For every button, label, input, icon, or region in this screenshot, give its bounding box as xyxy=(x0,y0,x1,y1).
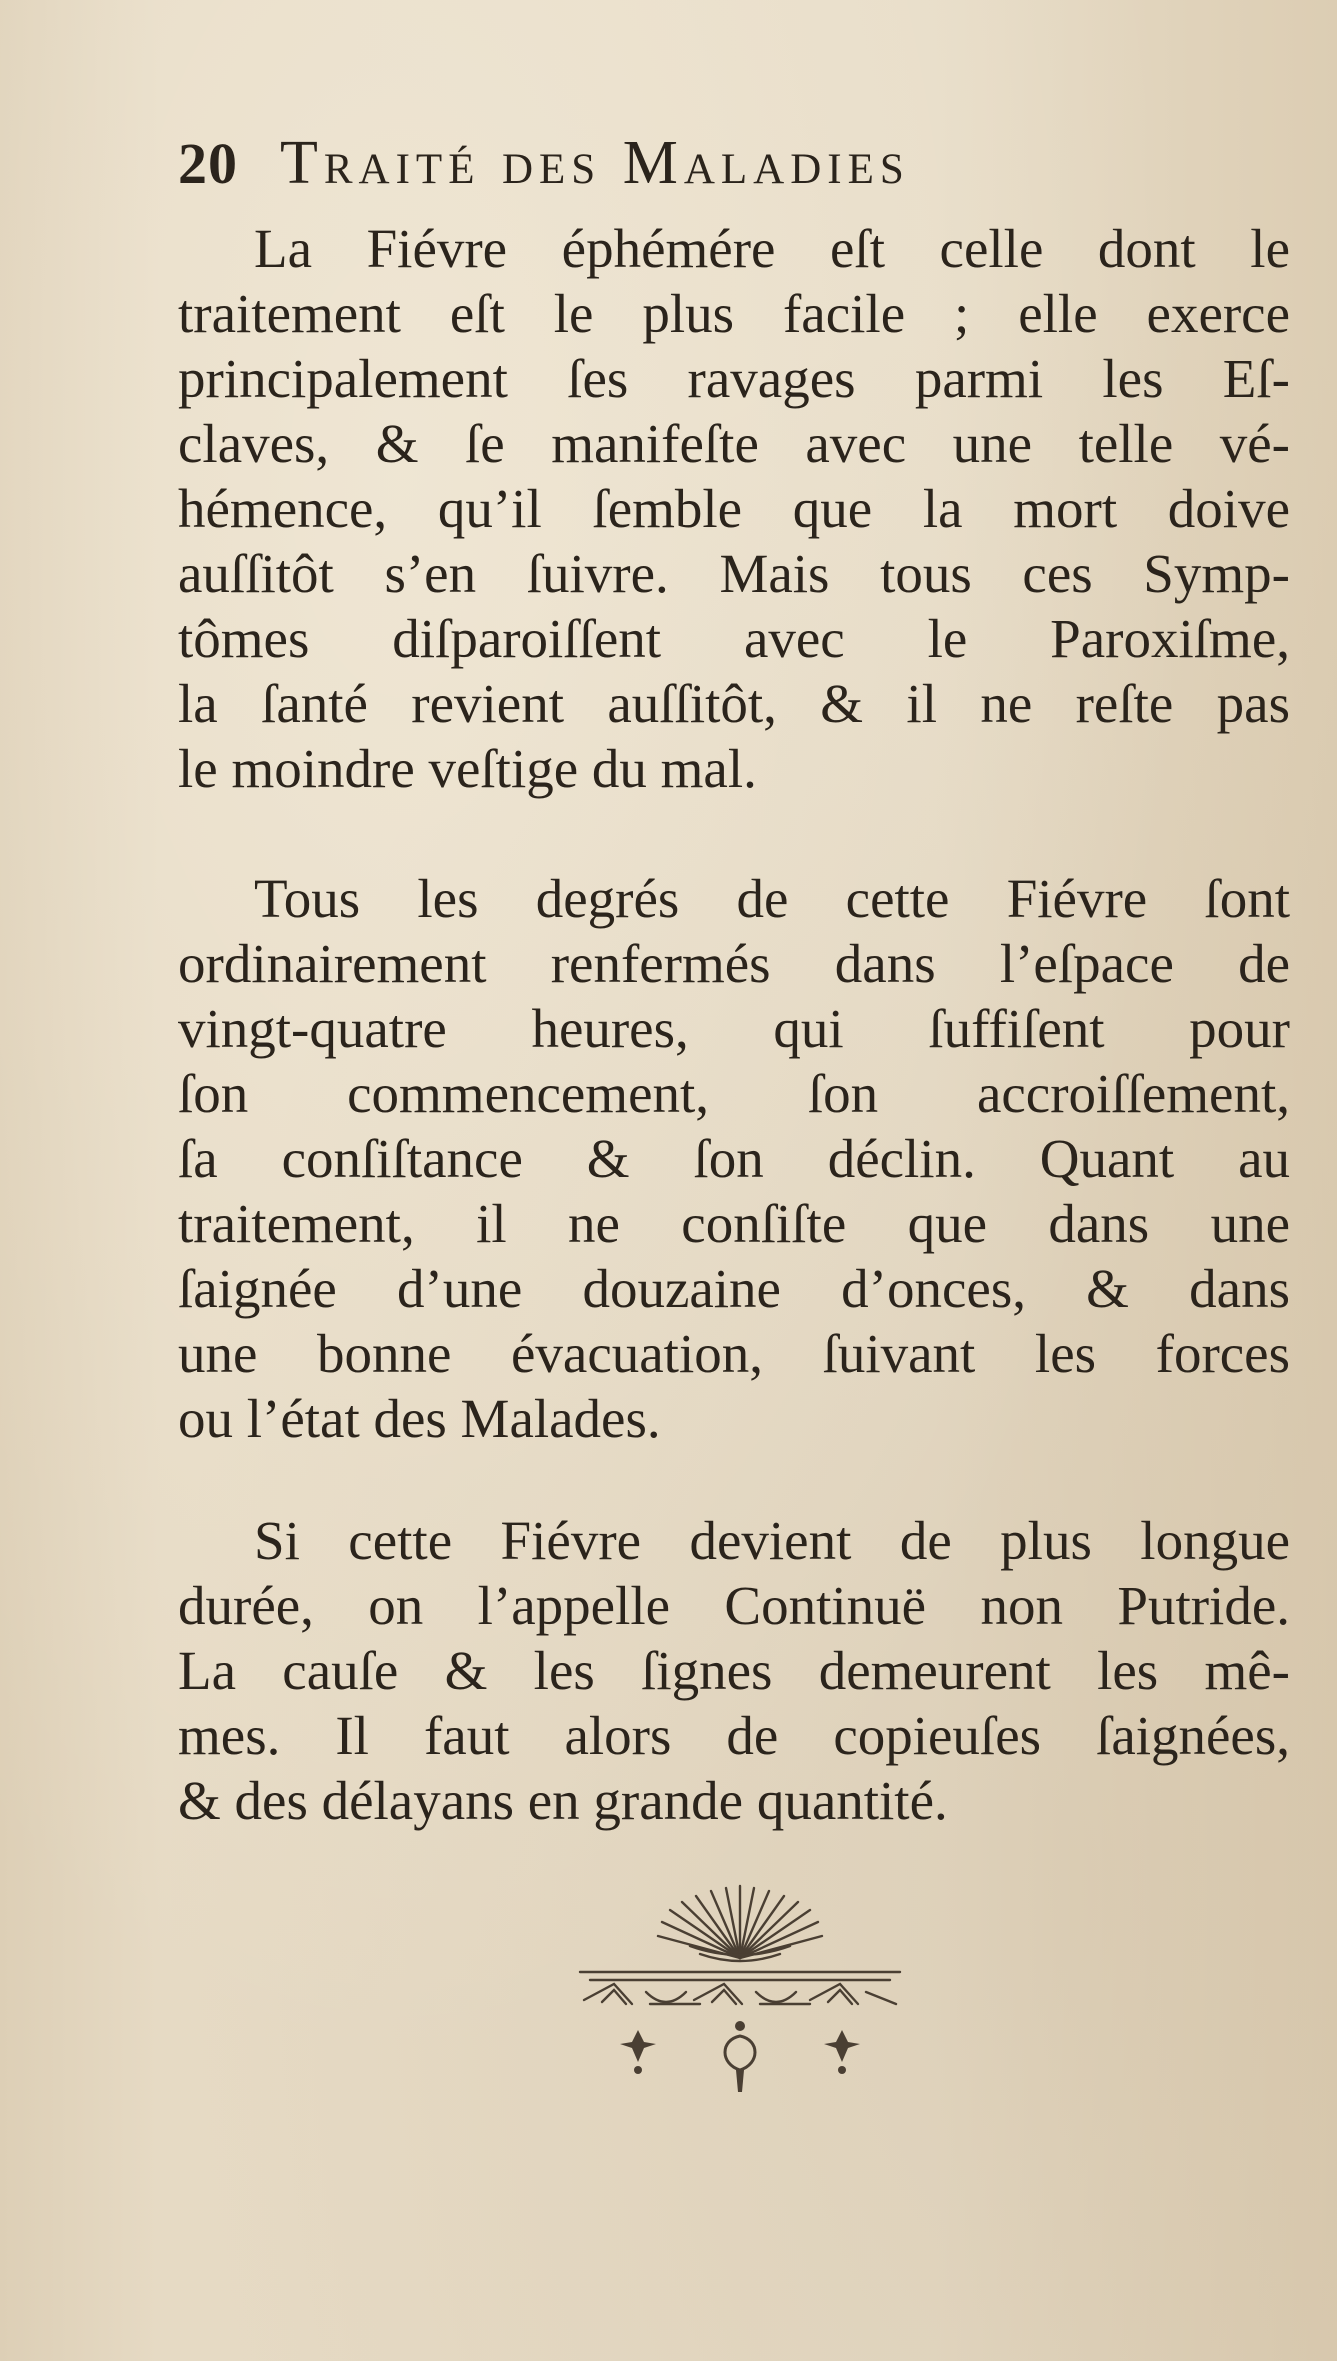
text-line: mes. Il faut alors de copieuſes ſaignées, xyxy=(178,1705,1290,1766)
text-line: traitement eſt le plus facile ; elle exerce xyxy=(178,283,1290,344)
text-line: claves, & ſe manifeſte avec une telle vé- xyxy=(178,413,1290,474)
running-head xyxy=(178,128,1178,208)
page-number: 20 xyxy=(178,131,238,196)
text-line: le moindre veſtige du mal. xyxy=(178,738,757,799)
text-line: traitement, il ne conſiſte que dans une xyxy=(178,1193,1290,1254)
paragraph-2 xyxy=(178,866,1290,1451)
text-line: ordinairement renfermés dans l’eſpace de xyxy=(178,933,1290,994)
text-line: ſaignée d’une douzaine d’onces, & dans xyxy=(178,1258,1290,1319)
text-line: vingt-quatre heures, qui ſuffiſent pour xyxy=(178,998,1290,1059)
text-line: auſſitôt s’en ſuivre. Mais tous ces Symp- xyxy=(178,543,1290,604)
text-line: Si cette Fiévre devient de plus longue xyxy=(254,1510,1290,1571)
text-line: Tous les degrés de cette Fiévre ſont xyxy=(254,868,1290,929)
text-line: tômes diſparoiſſent avec le Paroxiſme, xyxy=(178,608,1290,669)
text-line: principalement ſes ravages parmi les Eſ- xyxy=(178,348,1290,409)
text-line: durée, on l’appelle Continuë non Putride. xyxy=(178,1575,1290,1636)
running-title: Traité des Maladies xyxy=(280,129,910,197)
text-line: & des délayans en grande quantité. xyxy=(178,1770,948,1831)
text-line: la ſanté revient auſſitôt, & il ne reſte pas xyxy=(178,673,1290,734)
text-line: une bonne évacuation, ſuivant les forces xyxy=(178,1323,1290,1384)
fleuron-ornament-icon xyxy=(570,1880,910,2100)
text-line: hémence, qu’il ſemble que la mort doive xyxy=(178,478,1290,539)
text-line: ſon commencement, ſon accroiſſement, xyxy=(178,1063,1290,1124)
paragraph-1 xyxy=(178,216,1290,801)
text-line: ou l’état des Malades. xyxy=(178,1388,661,1449)
text-line: ſa conſiſtance & ſon déclin. Quant au xyxy=(178,1128,1290,1189)
text-line: La cauſe & les ſignes demeurent les mê- xyxy=(178,1640,1290,1701)
text-line: La Fiévre éphémére eſt celle dont le xyxy=(254,218,1290,279)
paragraph-3 xyxy=(178,1508,1290,1833)
